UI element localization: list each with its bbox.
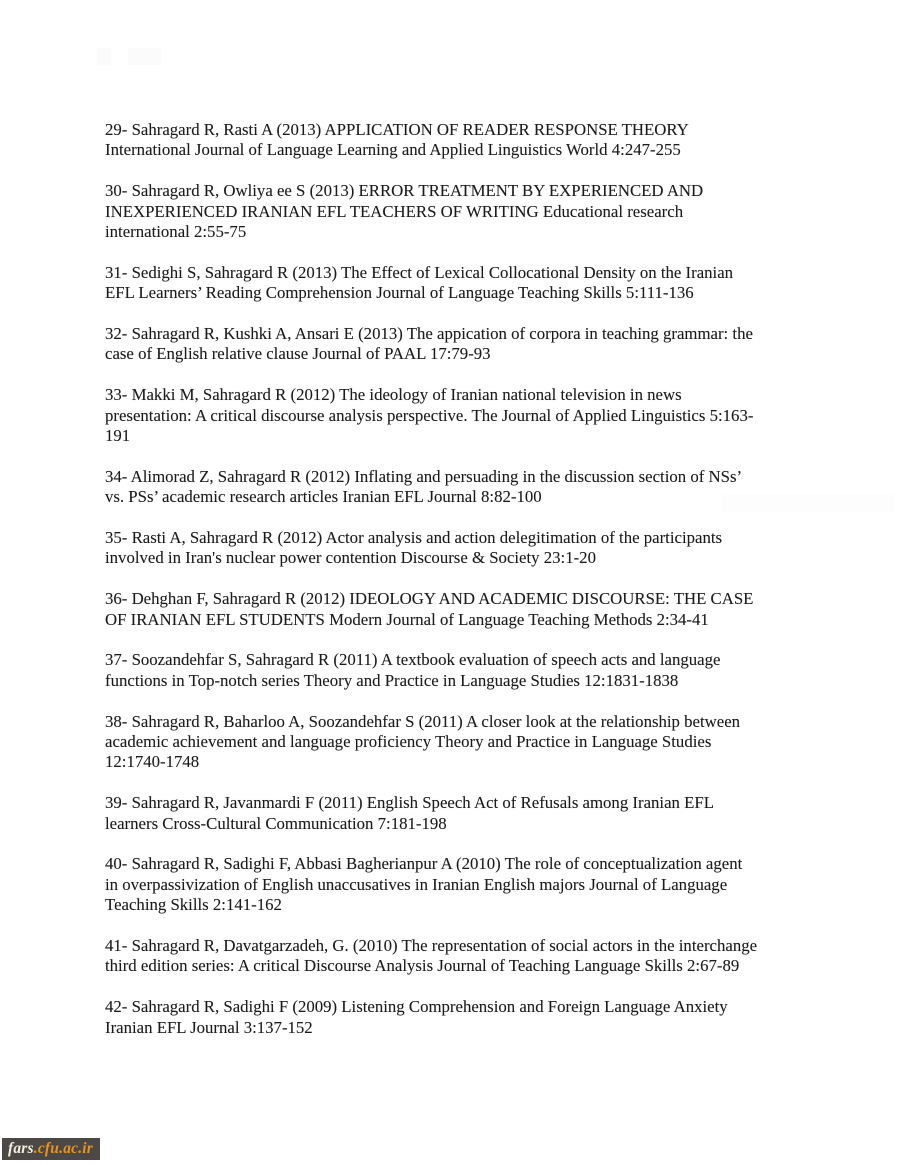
scan-smudge bbox=[97, 48, 111, 65]
reference-entry bbox=[105, 854, 815, 915]
reference-line: 39- Sahragard R, Javanmardi F (2011) English Speech Act of Refusals among Iranian EFL bbox=[105, 793, 714, 813]
reference-entry bbox=[105, 650, 815, 691]
reference-entry bbox=[105, 589, 815, 630]
reference-entry bbox=[105, 997, 815, 1038]
reference-line: 40- Sahragard R, Sadighi F, Abbasi Bagherianpur A (2010) The role of conceptualization agent bbox=[105, 854, 743, 874]
reference-line: involved in Iran's nuclear power contention Discourse & Society 23:1-20 bbox=[105, 548, 596, 568]
reference-line: Teaching Skills 2:141-162 bbox=[105, 895, 282, 915]
reference-entry bbox=[105, 936, 815, 977]
reference-entry bbox=[105, 385, 815, 446]
reference-line: international 2:55-75 bbox=[105, 222, 247, 242]
reference-line: 35- Rasti A, Sahragard R (2012) Actor analysis and action delegitimation of the participants bbox=[105, 528, 723, 548]
reference-line: 37- Soozandehfar S, Sahragard R (2011) A textbook evaluation of speech acts and language bbox=[105, 650, 721, 670]
scan-smudge bbox=[128, 48, 161, 65]
reference-line: 33- Makki M, Sahragard R (2012) The ideology of Iranian national television in news bbox=[105, 385, 682, 405]
reference-line: 42- Sahragard R, Sadighi F (2009) Listening Comprehension and Foreign Language Anxiety bbox=[105, 997, 728, 1017]
reference-line: 38- Sahragard R, Baharloo A, Soozandehfar S (2011) A closer look at the relationship between bbox=[105, 711, 741, 731]
reference-line: 41- Sahragard R, Davatgarzadeh, G. (2010) The representation of social actors in the interchange bbox=[105, 936, 758, 956]
reference-line: presentation: A critical discourse analysis perspective. The Journal of Applied Linguistics 5:163- bbox=[105, 405, 754, 425]
reference-line: INEXPERIENCED IRANIAN EFL TEACHERS OF WRITING Educational research bbox=[105, 201, 684, 221]
reference-line: vs. PSs’ academic research articles Iranian EFL Journal 8:82-100 bbox=[105, 487, 542, 507]
reference-line: EFL Learners’ Reading Comprehension Journal of Language Teaching Skills 5:111-136 bbox=[105, 283, 694, 303]
reference-entry bbox=[105, 793, 815, 834]
reference-line: in overpassivization of English unaccusatives in Iranian English majors Journal of Language bbox=[105, 874, 728, 894]
reference-line: 12:1740-1748 bbox=[105, 752, 200, 772]
reference-line: International Journal of Language Learning and Applied Linguistics World 4:247-255 bbox=[105, 140, 681, 160]
site-name-prefix: fars bbox=[8, 1140, 34, 1158]
reference-line: case of English relative clause Journal of PAAL 17:79-93 bbox=[105, 344, 491, 364]
reference-line: 29- Sahragard R, Rasti A (2013) APPLICATION OF READER RESPONSE THEORY bbox=[105, 120, 689, 139]
reference-entry bbox=[105, 467, 815, 508]
reference-entry bbox=[105, 528, 815, 569]
reference-line: 30- Sahragard R, Owliya ee S (2013) ERROR TREATMENT BY EXPERIENCED AND bbox=[105, 181, 704, 201]
reference-entry bbox=[105, 712, 815, 773]
site-watermark-badge bbox=[2, 1138, 100, 1160]
site-name-suffix: .cfu.ac.ir bbox=[33, 1140, 94, 1158]
reference-entry bbox=[105, 263, 815, 304]
reference-entry bbox=[105, 120, 815, 161]
reference-line: 36- Dehghan F, Sahragard R (2012) IDEOLOGY AND ACADEMIC DISCOURSE: THE CASE bbox=[105, 589, 754, 609]
reference-line: third edition series: A critical Discourse Analysis Journal of Teaching Language Skills 2:67-89 bbox=[105, 956, 740, 976]
reference-entry bbox=[105, 324, 815, 365]
publications-list bbox=[105, 120, 815, 1058]
reference-line: 31- Sedighi S, Sahragard R (2013) The Effect of Lexical Collocational Density on the Iranian bbox=[105, 262, 734, 282]
reference-line: functions in Top-notch series Theory and Practice in Language Studies 12:1831-1838 bbox=[105, 670, 679, 690]
reference-line: 32- Sahragard R, Kushki A, Ansari E (2013) The appication of corpora in teaching grammar: the bbox=[105, 324, 753, 344]
reference-line: academic achievement and language proficiency Theory and Practice in Language Studies bbox=[105, 732, 712, 752]
reference-line: 191 bbox=[105, 426, 131, 446]
reference-line: Iranian EFL Journal 3:137-152 bbox=[105, 1017, 313, 1037]
reference-entry bbox=[105, 181, 815, 242]
reference-line: 34- Alimorad Z, Sahragard R (2012) Inflating and persuading in the discussion section of NSs’ bbox=[105, 466, 743, 486]
reference-line: OF IRANIAN EFL STUDENTS Modern Journal of Language Teaching Methods 2:34-41 bbox=[105, 609, 709, 629]
reference-line: learners Cross-Cultural Communication 7:181-198 bbox=[105, 813, 447, 833]
